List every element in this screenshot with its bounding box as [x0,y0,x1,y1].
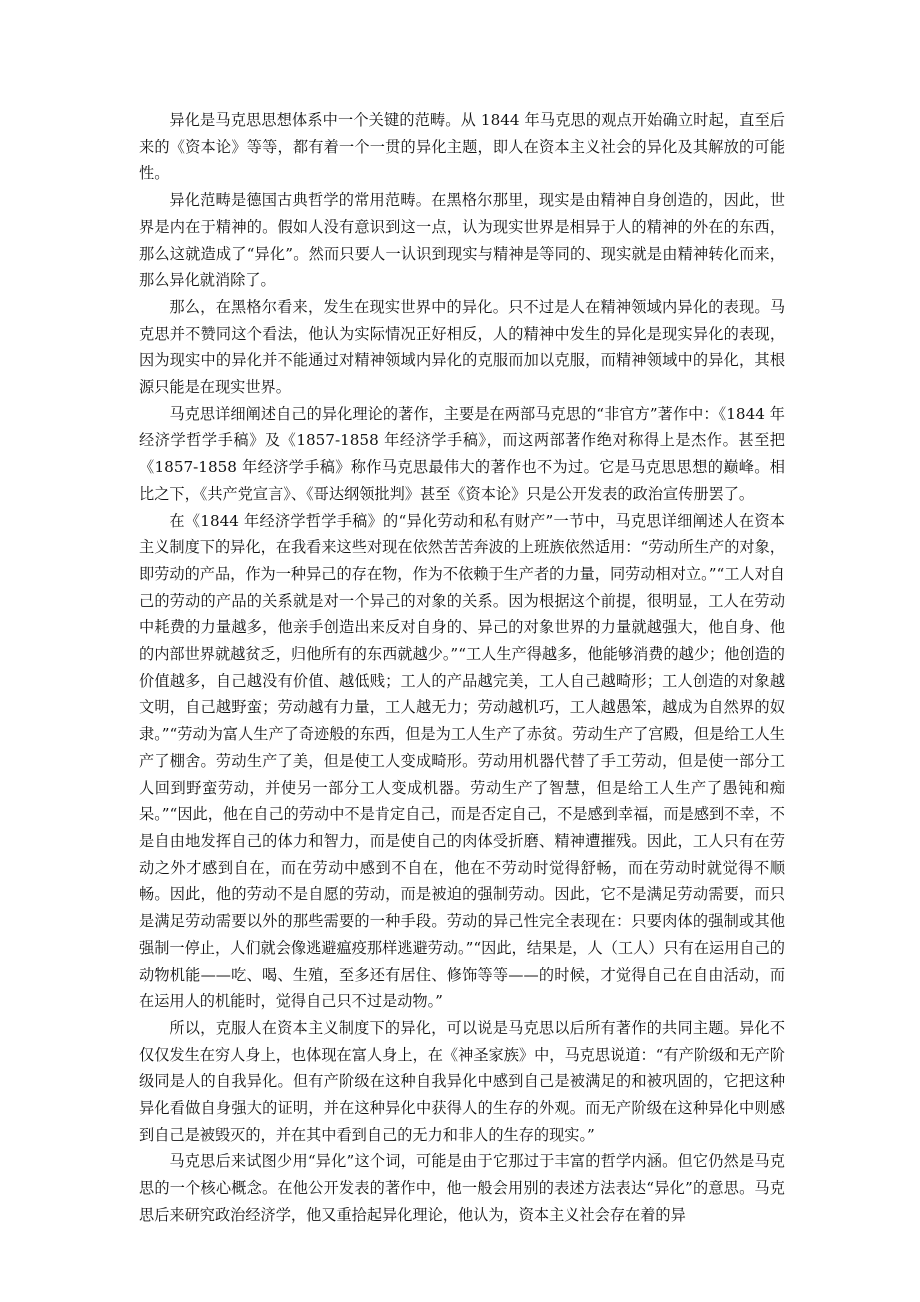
document-page [139,107,785,1229]
paragraph-1: 异化是马克思思想体系中一个关键的范畴。从 1844 年马克思的观点开始确立时起，直至后来的《资本论》等等，都有着一个一贯的异化主题，即人在资本主义社会的异化及其解放的可能性。 [139,111,785,183]
paragraph-4: 马克思详细阐述自己的异化理论的著作，主要是在两部马克思的“非官方”著作中：《1844 年经济学哲学手稿》及《1857-1858 年经济学手稿》，而这两部著作绝对称得上是杰作。甚至把《1857-1858 年经济学手稿》称作马克思最伟大的著作也不为过。它是马克思思想的巅峰。相比之下，《共产党宣言》、《哥达纲领批判》甚至《资本论》只是公开发表的政治宣传册罢了。 [139,404,785,503]
paragraph-6: 所以，克服人在资本主义制度下的异化，可以说是马克思以后所有著作的共同主题。异化不仅仅发生在穷人身上，也体现在富人身上，在《神圣家族》中，马克思说道：“有产阶级和无产阶级同是人的自我异化。但有产阶级在这种自我异化中感到自己是被满足的和被巩固的，它把这种异化看做自身强大的证明，并在这种异化中获得人的生存的外观。而无产阶级在这种异化中则感到自己是被毁灭的，并在其中看到自己的无力和非人的生存的现实。” [139,1018,785,1144]
paragraph-7: 马克思后来试图少用“异化”这个词，可能是由于它那过于丰富的哲学内涵。但它仍然是马克思的一个核心概念。在他公开发表的著作中，他一般会用别的表述方法表达“异化”的意思。马克思后来研究政治经济学，他又重拾起异化理论，他认为，资本主义社会存在着的异 [139,1152,785,1224]
paragraph-5: 在《1844 年经济学哲学手稿》的“异化劳动和私有财产”一节中，马克思详细阐述人在资本主义制度下的异化，在我看来这些对现在依然苦苦奔波的上班族依然适用：“劳动所生产的对象，即劳动的产品，作为一种异己的存在物，作为不依赖于生产者的力量，同劳动相对立。”“工人对自己的劳动的产品的关系就是对一个异己的对象的关系。因为根据这个前提，很明显，工人在劳动中耗费的力量越多，他亲手创造出来反对自身的、异己的对象世界的力量就越强大，他自身、他的内部世界就越贫乏，归他所有的东西就越少。”“工人生产得越多，他能够消费的越少；他创造的价值越多，自己越没有价值、越低贱；工人的产品越完美，工人自己越畸形；工人创造的对象越文明，自己越野蛮；劳动越有力量，工人越无力；劳动越机巧，工人越愚笨，越成为自然界的奴隶。”“劳动为富人生产了奇迹般的东西，但是为工人生产了赤贫。劳动生产了宫殿，但是给工人生产了棚舍。劳动生产了美，但是使工人变成畸形。劳动用机器代替了手工劳动，但是使一部分工人回到野蛮劳动，并使另一部分工人变成机器。劳动生产了智慧，但是给工人生产了愚钝和痴呆。”“因此，他在自己的劳动中不是肯定自己，而是否定自己，不是感到幸福，而是感到不幸，不是自由地发挥自己的体力和智力，而是使自己的肉体受折磨、精神遭摧残。因此，工人只有在劳动之外才感到自在，而在劳动中感到不自在，他在不劳动时觉得舒畅，而在劳动时就觉得不顺畅。因此，他的劳动不是自愿的劳动，而是被迫的强制劳动。因此，它不是满足劳动需要，而只是满足劳动需要以外的那些需要的一种手段。劳动的异己性完全表现在：只要肉体的强制或其他强制一停止，人们就会像逃避瘟疫那样逃避劳动。”“因此，结果是，人（工人）只有在运用自己的动物机能——吃、喝、生殖，至多还有居住、修饰等等——的时候，才觉得自己在自由活动，而在运用人的机能时，觉得自己只不过是动物。” [139,511,785,1011]
paragraph-2: 异化范畴是德国古典哲学的常用范畴。在黑格尔那里，现实是由精神自身创造的，因此，世界是内在于精神的。假如人没有意识到这一点，认为现实世界是相异于人的精神的外在的东西，那么这就造成了“异化”。然而只要人一认识到现实与精神是等同的、现实就是由精神转化而来，那么异化就消除了。 [139,191,785,290]
paragraph-3: 那么，在黑格尔看来，发生在现实世界中的异化。只不过是人在精神领域内异化的表现。马克思并不赞同这个看法，他认为实际情况正好相反，人的精神中发生的异化是现实异化的表现，因为现实中的异化并不能通过对精神领域内异化的克服而加以克服，而精神领域中的异化，其根源只能是在现实世界。 [139,297,785,397]
